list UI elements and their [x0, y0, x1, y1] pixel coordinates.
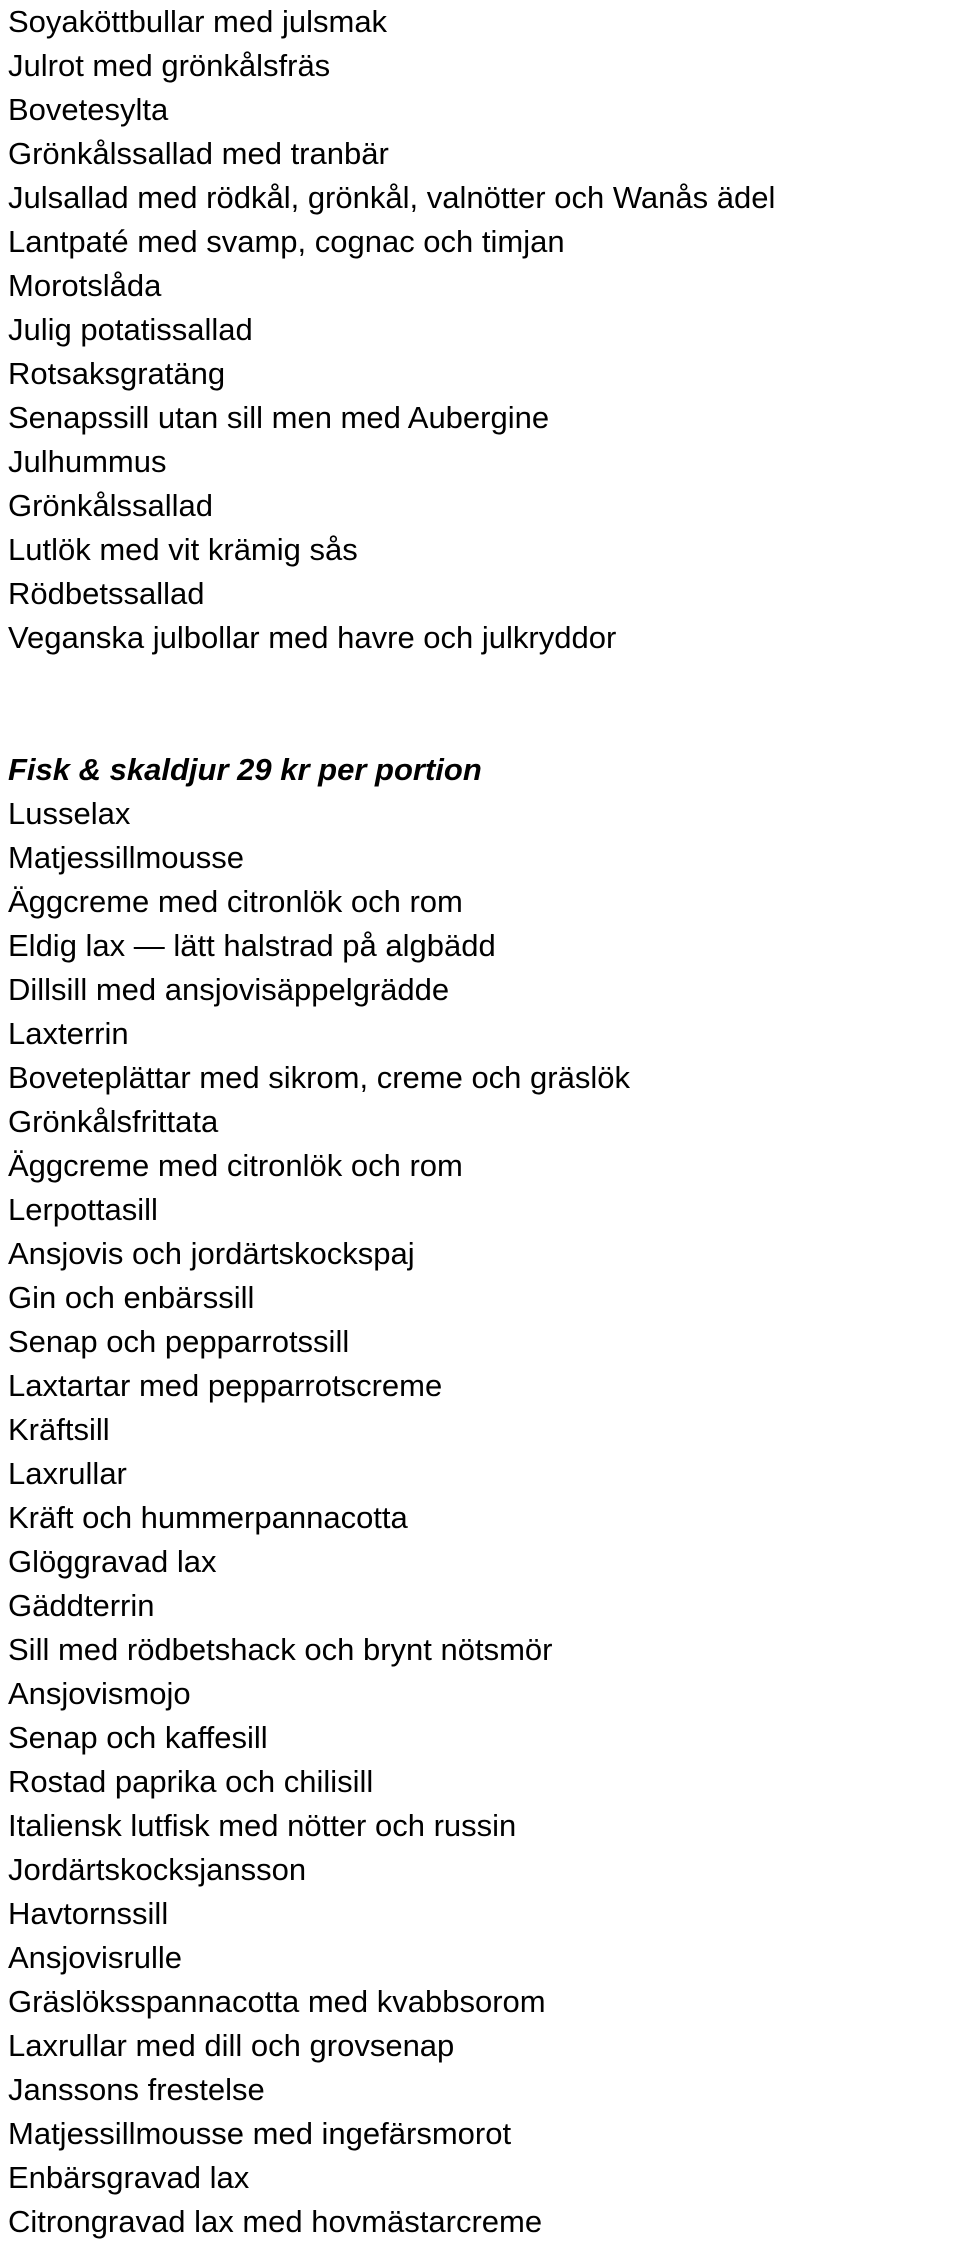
fish-dish-list: [8, 792, 630, 2244]
dish-item: Jordärtskocksjansson: [8, 1852, 307, 1887]
dish-item: Rödbetssallad: [8, 576, 205, 611]
dish-item: Matjessillmousse med ingefärsmorot: [8, 2116, 512, 2151]
dish-item: Laxtartar med pepparrotscreme: [8, 1368, 443, 1403]
dish-item: Laxrullar med dill och grovsenap: [8, 2028, 455, 2063]
dish-item: Senapssill utan sill men med Aubergine: [8, 400, 550, 435]
dish-item: Ansjovismojo: [8, 1676, 191, 1711]
dish-item: Gin och enbärssill: [8, 1280, 255, 1315]
dish-item: Veganska julbollar med havre och julkryddor: [8, 620, 617, 655]
dish-item: Citrongravad lax med hovmästarcreme: [8, 2204, 543, 2239]
dish-item: Ansjovis och jordärtskockspaj: [8, 1236, 415, 1271]
dish-item: Enbärsgravad lax: [8, 2160, 250, 2195]
dish-item: Julrot med grönkålsfräs: [8, 48, 331, 83]
dish-item: Julsallad med rödkål, grönkål, valnötter och Wanås ädel: [8, 180, 776, 215]
dish-item: Lutlök med vit krämig sås: [8, 532, 358, 567]
dish-item: Rostad paprika och chilisill: [8, 1764, 374, 1799]
dish-item: Julhummus: [8, 444, 167, 479]
dish-item: Bovetesylta: [8, 92, 169, 127]
dish-item: Soyaköttbullar med julsmak: [8, 4, 388, 39]
dish-item: Sill med rödbetshack och brynt nötsmör: [8, 1632, 553, 1667]
dish-item: Dillsill med ansjovisäppelgrädde: [8, 972, 450, 1007]
fish-section-heading: Fisk & skaldjur 29 kr per portion: [8, 752, 482, 787]
dish-item: Julig potatissallad: [8, 312, 253, 347]
dish-item: Gäddterrin: [8, 1588, 155, 1623]
dish-item: Glöggravad lax: [8, 1544, 217, 1579]
dish-item: Äggcreme med citronlök och rom: [8, 1148, 463, 1183]
dish-item: Lusselax: [8, 796, 131, 831]
dish-item: Lantpaté med svamp, cognac och timjan: [8, 224, 565, 259]
dish-item: Grönkålsfrittata: [8, 1104, 219, 1139]
dish-item: Janssons frestelse: [8, 2072, 265, 2107]
dish-item: Kräftsill: [8, 1412, 110, 1447]
dish-item: Laxrullar: [8, 1456, 127, 1491]
vegetarian-dish-list: [8, 0, 775, 660]
dish-item: Rotsaksgratäng: [8, 356, 226, 391]
dish-item: Italiensk lutfisk med nötter och russin: [8, 1808, 517, 1843]
dish-item: Matjessillmousse: [8, 840, 245, 875]
dish-item: Senap och kaffesill: [8, 1720, 268, 1755]
dish-item: Ansjovisrulle: [8, 1940, 183, 1975]
dish-item: Havtornssill: [8, 1896, 169, 1931]
dish-item: Gräslöksspannacotta med kvabbsorom: [8, 1984, 546, 2019]
dish-item: Äggcreme med citronlök och rom: [8, 884, 463, 919]
dish-item: Grönkålssallad med tranbär: [8, 136, 389, 171]
dish-item: Grönkålssallad: [8, 488, 214, 523]
dish-item: Laxterrin: [8, 1016, 129, 1051]
dish-item: Boveteplättar med sikrom, creme och gräslök: [8, 1060, 630, 1095]
dish-item: Lerpottasill: [8, 1192, 158, 1227]
dish-item: Senap och pepparrotssill: [8, 1324, 350, 1359]
dish-item: Kräft och hummerpannacotta: [8, 1500, 408, 1535]
dish-item: Eldig lax — lätt halstrad på algbädd: [8, 928, 496, 963]
dish-item: Morotslåda: [8, 268, 162, 303]
